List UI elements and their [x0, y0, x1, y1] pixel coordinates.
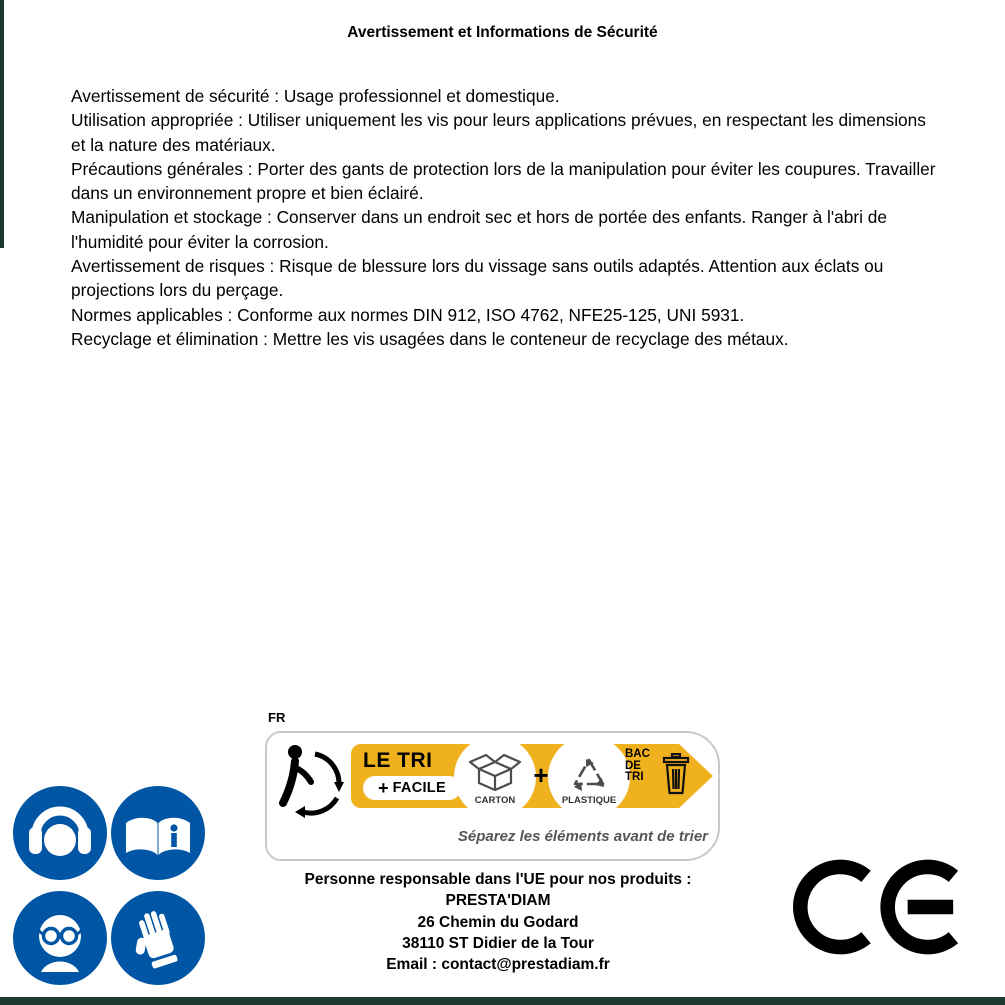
recycling-loop-icon [547, 735, 631, 819]
ear-protection-icon [10, 783, 110, 883]
eye-protection-icon [10, 888, 110, 988]
address-city: 38110 ST Didier de la Tour [402, 934, 594, 952]
safety-text-block [71, 84, 943, 351]
safety-paragraph: Utilisation appropriée : Utiliser uniquement les vis pour leurs applications prévues, en respectant les dimensions et la nature des matériaux. [71, 110, 926, 155]
protective-gloves-icon [108, 888, 208, 988]
bac-de-tri-label: BAC DE TRI [625, 748, 650, 783]
ce-mark-icon [793, 849, 975, 965]
safety-paragraph: Manipulation et stockage : Conserver dans un endroit sec et hors de portée des enfants. Ranger à l'abri de l'humidité pour éviter la corrosion. [71, 207, 888, 252]
plus-icon: + [378, 777, 389, 798]
facile-text: FACILE [392, 780, 446, 796]
page-title: Avertissement et Informations de Sécurité [347, 24, 658, 41]
sorting-tagline: Séparez les éléments avant de trier [457, 828, 708, 845]
carton-label: CARTON [474, 795, 516, 806]
safety-paragraph: Précautions générales : Porter des gants de protection lors de la manipulation pour éviter les coupures. Travailler dans un environnement propre et bien éclairé. [71, 158, 936, 204]
safety-paragraph: Normes applicables : Conforme aux normes DIN 912, ISO 4762, NFE25-125, UNI 5931. [71, 304, 745, 325]
safety-paragraph: Avertissement de sécurité : Usage professionnel et domestique. [71, 86, 560, 106]
address-street: 26 Chemin du Godard [417, 913, 579, 931]
contact-email: Email : contact@prestadiam.fr [386, 956, 610, 974]
le-tri-facile-logo [363, 749, 461, 800]
recycling-info-banner [265, 731, 720, 861]
bottom-edge-border [0, 997, 1005, 1005]
company-name: PRESTA'DIAM [445, 892, 551, 910]
safety-paragraph: Recyclage et élimination : Mettre les vis usagées dans le conteneur de recyclage des métaux. [71, 328, 789, 349]
responsible-person-block [242, 869, 754, 975]
le-tri-text: LE TRI [363, 749, 433, 772]
safety-paragraph: Avertissement de risques : Risque de blessure lors du vissage sans outils adaptés. Attention aux éclats ou projections lors du perçage. [71, 256, 884, 301]
read-manual-icon [108, 783, 208, 883]
responsible-intro: Personne responsable dans l'UE pour nos produits : [304, 871, 692, 888]
facile-pill [363, 776, 461, 800]
plastique-label: PLASTIQUE [561, 795, 617, 806]
triman-icon [273, 741, 349, 835]
country-code-label: FR [268, 710, 286, 725]
recycling-bin-icon [661, 753, 691, 795]
plus-separator: + [533, 760, 549, 790]
cardboard-box-icon [453, 735, 537, 819]
